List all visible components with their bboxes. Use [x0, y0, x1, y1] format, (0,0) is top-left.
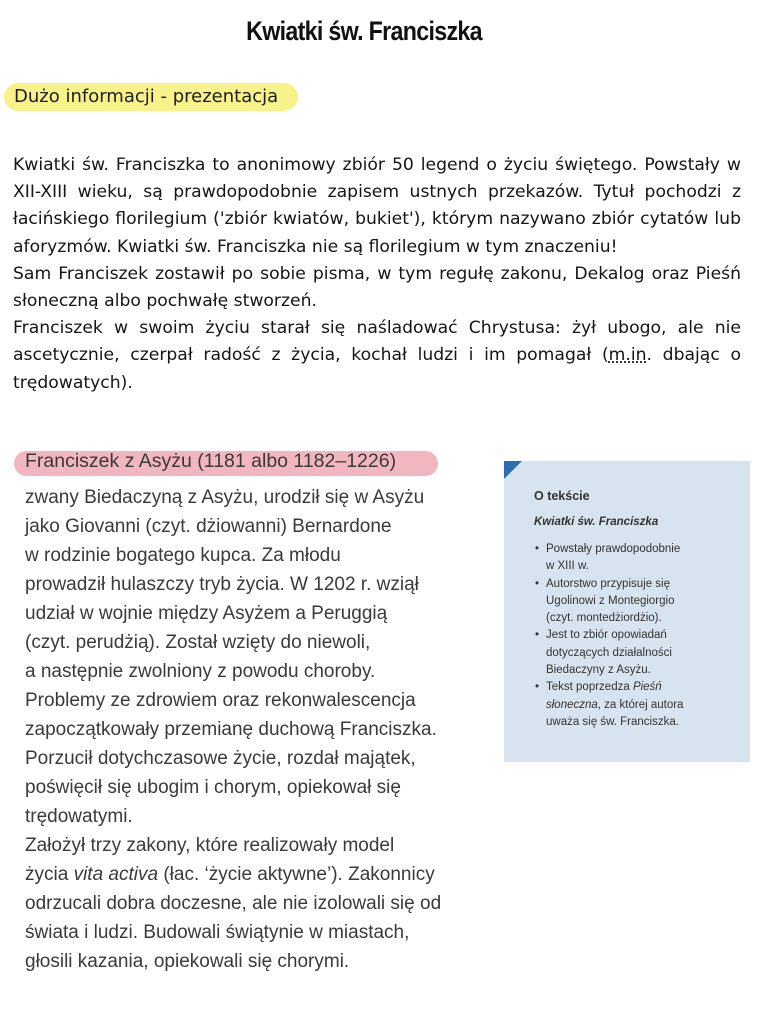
intro-p3-end: . dbając o trędowatych).	[13, 345, 741, 393]
infobox-item-line: • Powstały prawdopodobnie	[546, 543, 681, 555]
bio-line-14-end: (łac. ‘życie aktywne’). Zakonnicy	[158, 864, 435, 885]
intro-p3-abbreviation: m.in	[608, 345, 647, 366]
intro-p3-start: Franciszek w swoim życiu starał się naśladować Chrystusa: żył ubogo, ale nie ascetycznie, czerpał radość z życia, kochał ludzi i im pomagał (	[13, 318, 741, 366]
infobox-item	[534, 679, 740, 731]
bio-line: Problemy ze zdrowiem oraz rekonwalescencja	[25, 690, 416, 711]
bio-line: jako Giovanni (czyt. dżiowanni) Bernardone	[25, 516, 392, 537]
intro-paragraph-3	[13, 315, 741, 397]
infobox-item	[534, 627, 740, 679]
bio-line: prowadził hulaszczy tryb życia. W 1202 r. wziął	[25, 574, 419, 595]
infobox-item-line	[546, 697, 740, 714]
infobox-item-line: (czyt. montedżiordżio).	[546, 612, 662, 625]
infobox-item-text: Tekst poprzedza	[546, 681, 633, 694]
infobox-item	[534, 541, 740, 576]
bio-line: a następnie zwolniony z powodu choroby.	[25, 661, 376, 682]
about-text-box	[504, 461, 750, 762]
bio-line: odrzucali dobra doczesne, ale nie izolowali się od	[25, 893, 442, 914]
bio-heading	[14, 451, 438, 476]
intro-paragraph-1: Kwiatki św. Franciszka to anonimowy zbiór 50 legend o życiu świętego. Powstały w XII-XIII wieku, są prawdopodobnie zapisem ustnych przekazów. Tytuł pochodzi z łacińskiego florilegium ('zbiór kwiatów, bukiet'), którym nazywano zbiór cytatów lub aforyzmów. Kwiatki św. Franciszka nie są florilegium w tym znaczeniu!	[13, 155, 741, 257]
page-title: Kwiatki św. Franciszka	[246, 16, 482, 46]
infobox-item-line: Ugolinowi z Montegiorgio	[546, 594, 675, 607]
bio-line: poświęcił się ubogim i chorym, opiekował się	[25, 777, 401, 798]
infobox-item-line: • Jest to zbiór opowiadań	[546, 629, 667, 642]
bio-line: Porzucił dotychczasowe życie, rozdał majątek,	[25, 748, 416, 769]
bio-line: zwany Biedaczyną z Asyżu, urodził się w Asyżu	[25, 487, 425, 508]
bio-line: udział w wojnie między Asyżem a Peruggią	[25, 603, 388, 624]
infobox-item-line: w XIII w.	[546, 560, 589, 573]
infobox-item-line	[546, 679, 740, 696]
infobox-item-italic: Pieśń	[632, 681, 662, 694]
highlighted-label-text: Dużo informacji - prezentacja	[14, 86, 279, 107]
infobox-item	[534, 576, 740, 628]
infobox-item-line: Biedaczyny z Asyżu.	[546, 664, 651, 677]
bio-line-14-italic: vita activa	[73, 864, 159, 885]
bio-line: zapoczątkowały przemianę duchową Franciszka.	[25, 719, 437, 740]
infobox-item-italic: słoneczna	[546, 698, 598, 711]
bio-line: trędowatymi.	[25, 806, 133, 827]
infobox-item-line: • Autorstwo przypisuje się	[546, 577, 670, 590]
bio-line	[25, 860, 475, 889]
bio-text	[25, 483, 475, 976]
infobox-list	[534, 541, 740, 731]
highlighted-label	[4, 83, 298, 111]
bio-line-14-start: życia	[25, 864, 74, 885]
bio-line: (czyt. perudżią). Został wzięty do niewoli,	[25, 632, 371, 653]
corner-triangle-icon	[504, 461, 522, 479]
intro-text	[13, 152, 741, 397]
intro-paragraph-2: Sam Franciszek zostawił po sobie pisma, w tym regułę zakonu, Dekalog oraz Pieśń słoneczną albo pochwałę stworzeń.	[13, 263, 741, 312]
infobox-item-line: dotyczących działalności	[546, 646, 672, 659]
bio-line: głosili kazania, opiekowali się chorymi.	[25, 951, 350, 972]
infobox-item-line: uważa się św. Franciszka.	[546, 715, 679, 728]
infobox-item-text: , za której autora	[597, 698, 684, 711]
bio-line: świata i ludzi. Budowali świątynie w miastach,	[25, 922, 410, 943]
infobox-subtitle: Kwiatki św. Franciszka	[534, 516, 659, 528]
bio-line: w rodzinie bogatego kupca. Za młodu	[25, 545, 341, 566]
bio-heading-text: Franciszek z Asyżu (1181 albo 1182–1226)	[25, 450, 397, 472]
infobox-title: O tekście	[534, 489, 590, 503]
bio-line: Założył trzy zakony, które realizowały model	[25, 835, 395, 856]
